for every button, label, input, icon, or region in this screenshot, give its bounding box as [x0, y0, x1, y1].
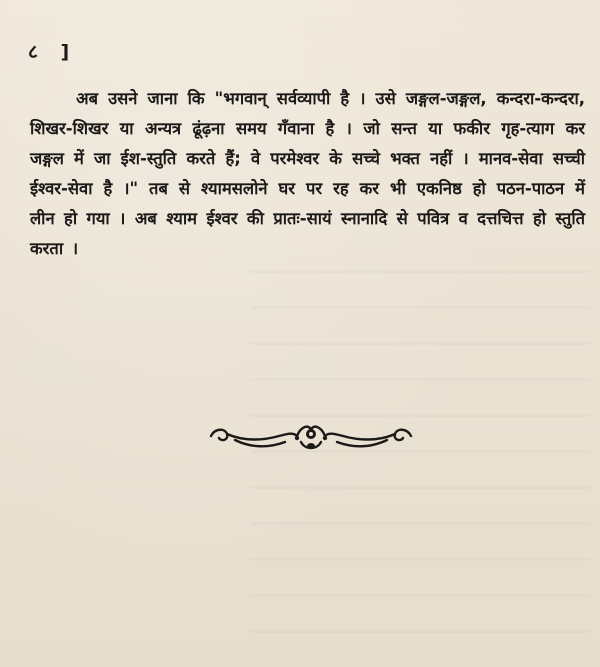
- bleed-through-shadow: [250, 270, 590, 650]
- page-number: ८ ]: [28, 41, 78, 63]
- body-paragraph: अब उसने जाना कि "भगवान् सर्वव्यापी है । उसे जङ्गल-जङ्गल, कन्दरा-कन्दरा, शिखर-शिखर या अन्यत्र ढूंढ़ना समय गँवाना है । जो सन्त या फकीर गृह-त्याग कर जङ्गल में जा ईश-स्तुति करते हैं; वे परमेश्वर के सच्चे भक्त नहीं । मानव-सेवा सच्ची ईश्वर-सेवा है ।" तब से श्यामसलोने घर पर रह कर भी एकनिष्ठ हो पठन-पाठन में लीन हो गया । अब श्याम ईश्वर की प्रातः-सायं स्नानादि से पवित्र व दत्तचित्त हो स्तुति करता ।: [30, 89, 585, 258]
- ornamental-divider-icon: [205, 420, 417, 456]
